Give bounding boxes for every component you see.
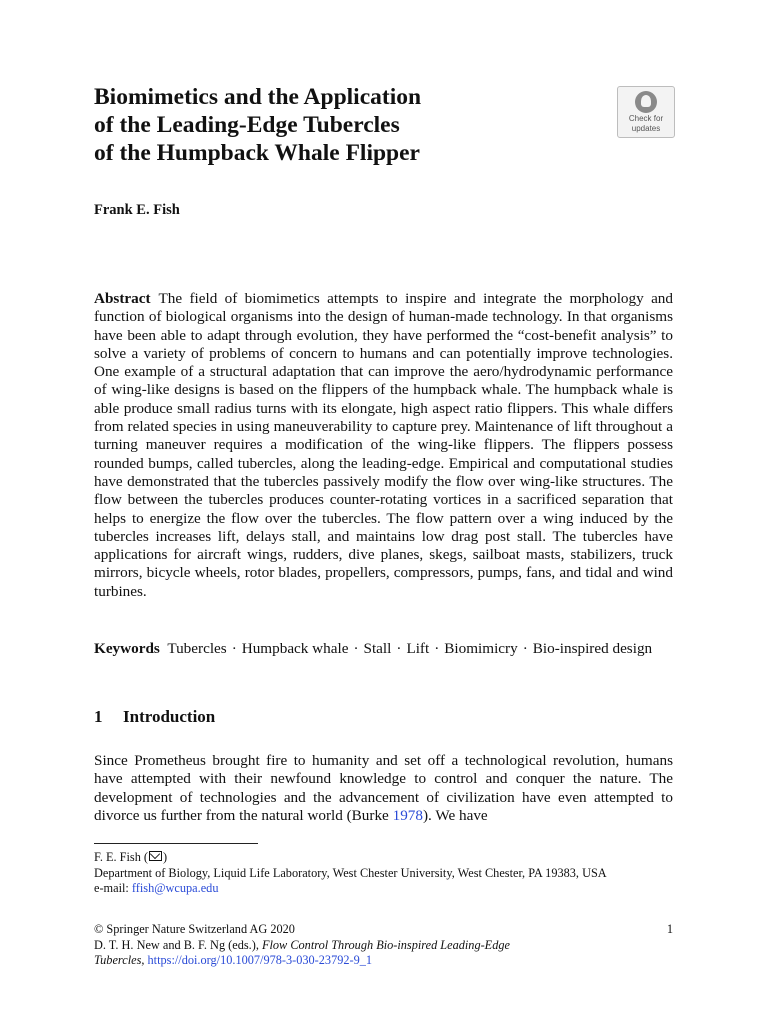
email-link[interactable]: ffish@wcupa.edu [131, 881, 219, 896]
citation-line [94, 938, 673, 954]
footnote-name-line [94, 850, 654, 866]
keyword-separator: · [522, 640, 528, 657]
intro-text: Since Prometheus brought fire to humanity and set off a technological revolution, humans have attempted with their newfound knowledge to control and conquer the nature. The development of technologies and the advancement of civilization have even attempted to divorce us further from the natural world (Burke [94, 752, 673, 824]
author-footnote [94, 850, 654, 897]
section-number: 1 [94, 707, 103, 726]
intro-text-end: ). We have [422, 806, 488, 824]
check-for-updates-icon [635, 91, 657, 113]
comma: , [141, 953, 148, 968]
check-for-updates-badge[interactable] [617, 86, 675, 138]
paper-title [94, 83, 594, 167]
page-number: 1 [666, 922, 673, 936]
abstract-label: Abstract [94, 290, 151, 307]
badge-line-1: Check for [628, 114, 664, 123]
book-title-end: Tubercles [94, 953, 142, 968]
copyright-line: © Springer Nature Switzerland AG 2020 [94, 922, 295, 936]
keyword: Lift [406, 640, 430, 657]
footnote-affiliation: Department of Biology, Liquid Life Laboratory, West Chester University, West Chester, PA 19383, USA [94, 865, 607, 880]
abstract [94, 290, 673, 601]
abstract-text: The field of biomimetics attempts to inspire and integrate the morphology and function of biological organisms into the design of human-made technology. In that organisms have been able to adapt through evolution, they have performed the “cost-benefit analysis” to solve a variety of problems of concern to humans and can potentially improve technologies. One example of a structural adaptation that can improve the aero/hydrodynamic performance of wing-like designs is based on the flippers of the humpback whale. The humpback whale is able produce small radius turns with its elongate, high aspect ratio flippers. This whale differs from related species in using maneuverability to capture prey. Maintenance of lift throughout a turning maneuver requires a modification of the wing-like flippers. The flippers possess rounded bumps, called tubercles, along the leading-edge. Empirical and computational studies have demonstrated that the tubercles passively modify the flow over wing-like structures. The flow between the tubercles produces counter-rotating vortices in a sacrificed separation that helps to energize the flow over the tubercles. The flow pattern over a wing induced by the tubercles increases lift, delays stall, and maintains low drag post stall. The tubercles have applications for aircraft wings, rudders, dive planes, skegs, sailboat masts, stabilizers, truck mirrors, bicycle wheels, rotor blades, propellers, compressors, pumps, fans, and tidal and wind turbines. [94, 290, 673, 600]
keyword: Humpback whale [241, 640, 349, 657]
footnote-email-line [94, 881, 654, 897]
keyword-separator: · [231, 640, 237, 657]
email-label: e-mail: [94, 881, 132, 896]
footnote-name: F. E. Fish ( [94, 850, 149, 864]
keywords [94, 640, 673, 658]
keyword-separator: · [353, 640, 359, 657]
badge-line-2: updates [631, 124, 661, 133]
author-name: Frank E. Fish [94, 202, 180, 218]
section-heading [94, 707, 215, 727]
title-line-1: Biomimetics and the Application [94, 84, 422, 110]
keyword: Tubercles [167, 640, 227, 657]
editors: D. T. H. New and B. F. Ng (eds.), [94, 937, 262, 952]
doi-link[interactable]: https://doi.org/10.1007/978-3-030-23792-9_1 [147, 953, 373, 968]
citation-line-2 [94, 953, 673, 969]
keyword: Bio-inspired design [532, 640, 653, 657]
keyword: Stall [363, 640, 392, 657]
section-title: Introduction [123, 707, 216, 726]
copyright-block [94, 922, 673, 969]
title-line-3: of the Humpback Whale Flipper [94, 140, 420, 166]
footnote-rule [94, 843, 258, 844]
keyword-separator: · [396, 640, 402, 657]
footnote-name-close: ) [163, 850, 168, 864]
keyword: Biomimicry [444, 640, 518, 657]
keyword-separator: · [434, 640, 440, 657]
book-title: Flow Control Through Bio-inspired Leading-Edge [261, 937, 510, 952]
title-line-2: of the Leading-Edge Tubercles [94, 112, 400, 138]
intro-paragraph [94, 752, 673, 825]
keywords-label: Keywords [94, 640, 160, 657]
envelope-icon [149, 851, 162, 861]
citation-link[interactable]: 1978 [392, 806, 423, 824]
